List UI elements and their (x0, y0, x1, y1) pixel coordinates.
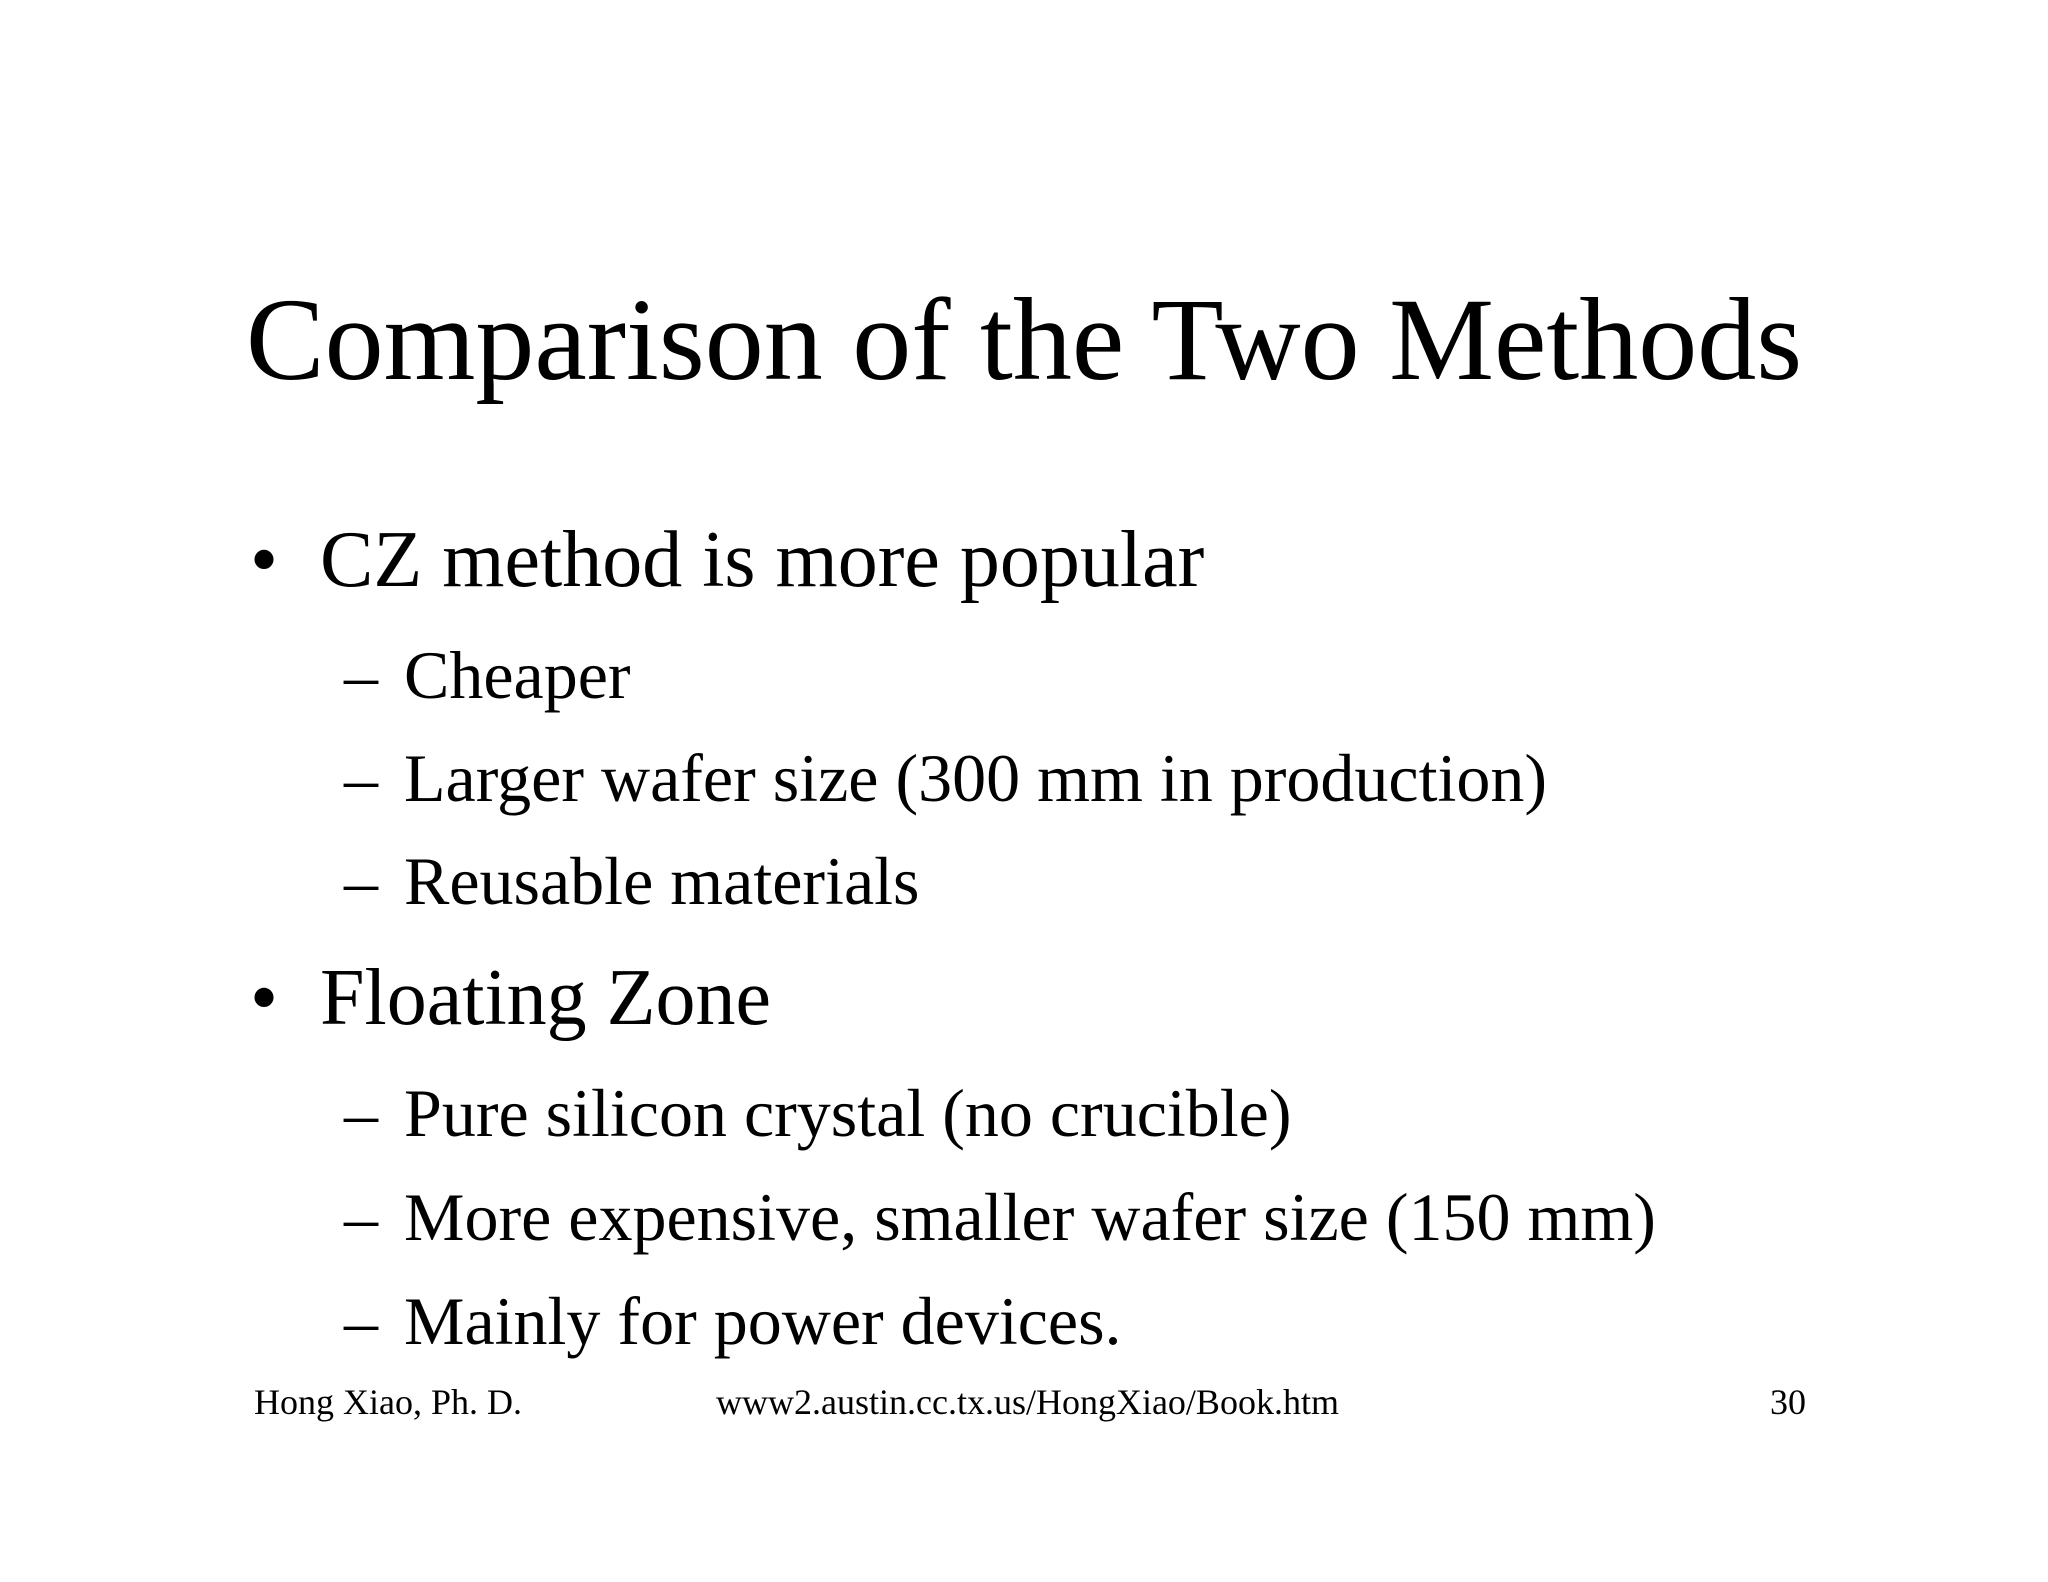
bullet-marker: • (250, 954, 279, 1042)
dash-marker: – (344, 1179, 378, 1255)
sub-bullet-text: More expensive, smaller wafer size (150 mm) (404, 1179, 1656, 1255)
sub-bullet-reusable (344, 840, 919, 922)
dash-marker: – (344, 1075, 378, 1151)
sub-bullet-larger-wafer (344, 737, 1547, 819)
sub-bullet-power-devices (344, 1280, 1122, 1362)
bullet-marker: • (250, 516, 279, 604)
dash-marker: – (344, 1283, 378, 1359)
bullet-text: Floating Zone (320, 954, 772, 1042)
sub-bullet-more-expensive (344, 1176, 1656, 1258)
sub-bullet-cheaper (344, 634, 631, 716)
sub-bullet-text: Reusable materials (404, 843, 920, 919)
sub-bullet-text: Mainly for power devices. (404, 1283, 1122, 1359)
bullet-floating-zone (250, 950, 771, 1046)
dash-marker: – (344, 740, 378, 816)
dash-marker: – (344, 843, 378, 919)
page-number: 30 (1770, 1382, 1806, 1422)
bullet-cz-method (250, 512, 1204, 608)
sub-bullet-pure-silicon (344, 1072, 1292, 1154)
sub-bullet-text: Larger wafer size (300 mm in production) (404, 740, 1548, 816)
slide-title: Comparison of the Two Methods (245, 274, 1803, 405)
bullet-text: CZ method is more popular (320, 516, 1205, 604)
sub-bullet-text: Cheaper (404, 637, 631, 713)
footer-url: www2.austin.cc.tx.us/HongXiao/Book.htm (716, 1382, 1339, 1422)
footer-author: Hong Xiao, Ph. D. (254, 1382, 522, 1422)
sub-bullet-text: Pure silicon crystal (no crucible) (404, 1075, 1292, 1151)
dash-marker: – (344, 637, 378, 713)
